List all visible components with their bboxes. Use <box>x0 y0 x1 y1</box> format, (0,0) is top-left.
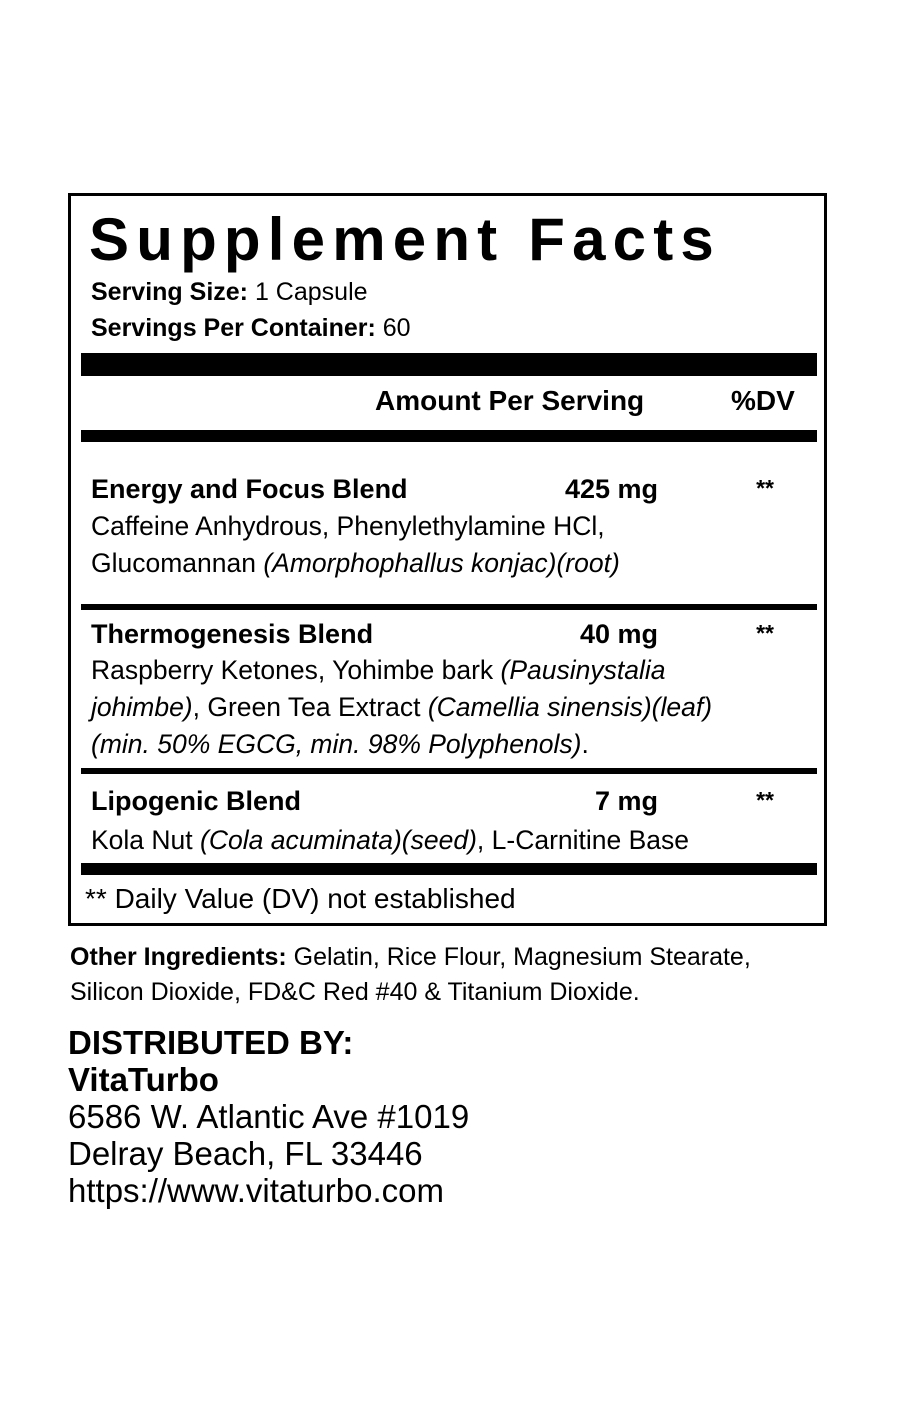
ingredient-text: Caffeine Anhydrous, Phenylethylamine HCl, <box>91 511 605 541</box>
blend-amount: 425 mg <box>564 474 658 504</box>
ingredient-botanical-name: (Amorphophallus konjac)(root) <box>263 548 620 578</box>
other-ingredients <box>70 940 751 1010</box>
other-ingredients-line-2: Silicon Dioxide, FD&C Red #40 & Titanium Dioxide. <box>70 978 640 1006</box>
ingredient-botanical-name: (Pausinystalia <box>500 655 666 685</box>
distributor-block <box>68 1024 469 1209</box>
divider-blend <box>81 604 817 610</box>
ingredient-botanical-name: johimbe) <box>91 692 193 722</box>
blend-name: Lipogenic Blend <box>91 786 302 816</box>
servings-per-container-value: 60 <box>382 314 411 342</box>
blend-dv: ** <box>756 475 774 501</box>
other-ingredients-line-1 <box>70 940 751 975</box>
ingredient-text: Kola Nut <box>91 825 201 855</box>
ingredient-botanical-name: (Camellia sinensis)(leaf) <box>427 692 713 722</box>
ingredient-text: , Green Tea Extract <box>192 692 428 722</box>
website-link[interactable]: https://www.vitaturbo.com <box>68 1172 444 1209</box>
ingredient-text: , L-Carnitine Base <box>476 825 690 855</box>
blend-name: Thermogenesis Blend <box>91 619 374 649</box>
other-ingredients-text-1: Gelatin, Rice Flour, Magnesium Stearate, <box>286 943 751 971</box>
company-name: VitaTurbo <box>68 1061 219 1098</box>
ingredient-botanical-name: (min. 50% EGCG, min. 98% Polyphenols) <box>91 729 582 759</box>
thick-divider-bottom <box>81 863 817 875</box>
distributor-heading: DISTRIBUTED BY: <box>68 1024 354 1061</box>
thick-divider-top <box>81 353 817 376</box>
ingredient-line <box>91 822 821 859</box>
blend-ingredients <box>91 508 821 582</box>
header-percent-dv: %DV <box>731 385 795 416</box>
servings-per-container-label: Servings Per Container: <box>91 314 376 342</box>
serving-size-value: 1 Capsule <box>254 278 368 306</box>
ingredient-botanical-name: (Cola acuminata)(seed) <box>200 825 477 855</box>
blend-name: Energy and Focus Blend <box>91 474 408 504</box>
header-amount-per-serving: Amount Per Serving <box>375 385 645 416</box>
serving-size-label: Serving Size: <box>91 278 248 306</box>
ingredient-text: Glucomannan <box>91 548 264 578</box>
blend-amount: 40 mg <box>579 619 658 649</box>
ingredient-text: . <box>581 729 589 759</box>
address-line-2: Delray Beach, FL 33446 <box>68 1135 423 1172</box>
supplement-facts-panel <box>68 193 827 926</box>
ingredient-text: Raspberry Ketones, Yohimbe bark <box>91 655 501 685</box>
dv-footnote: ** Daily Value (DV) not established <box>85 883 516 914</box>
address-line-1: 6586 W. Atlantic Ave #1019 <box>68 1098 470 1135</box>
divider-header <box>81 430 817 442</box>
ingredient-line <box>91 726 821 763</box>
blend-dv: ** <box>756 620 774 646</box>
blend-amount: 7 mg <box>594 786 658 816</box>
ingredient-line <box>91 652 821 689</box>
other-ingredients-label: Other Ingredients: <box>70 943 287 971</box>
ingredient-line <box>91 689 821 726</box>
ingredient-line <box>91 508 821 545</box>
ingredient-line <box>91 545 821 582</box>
serving-size <box>91 277 368 307</box>
blend-ingredients <box>91 652 821 763</box>
blend-dv: ** <box>756 787 774 813</box>
panel-title: Supplement Facts <box>89 206 721 273</box>
divider-blend <box>81 768 817 774</box>
blend-ingredients <box>91 822 821 859</box>
servings-per-container <box>91 313 411 343</box>
